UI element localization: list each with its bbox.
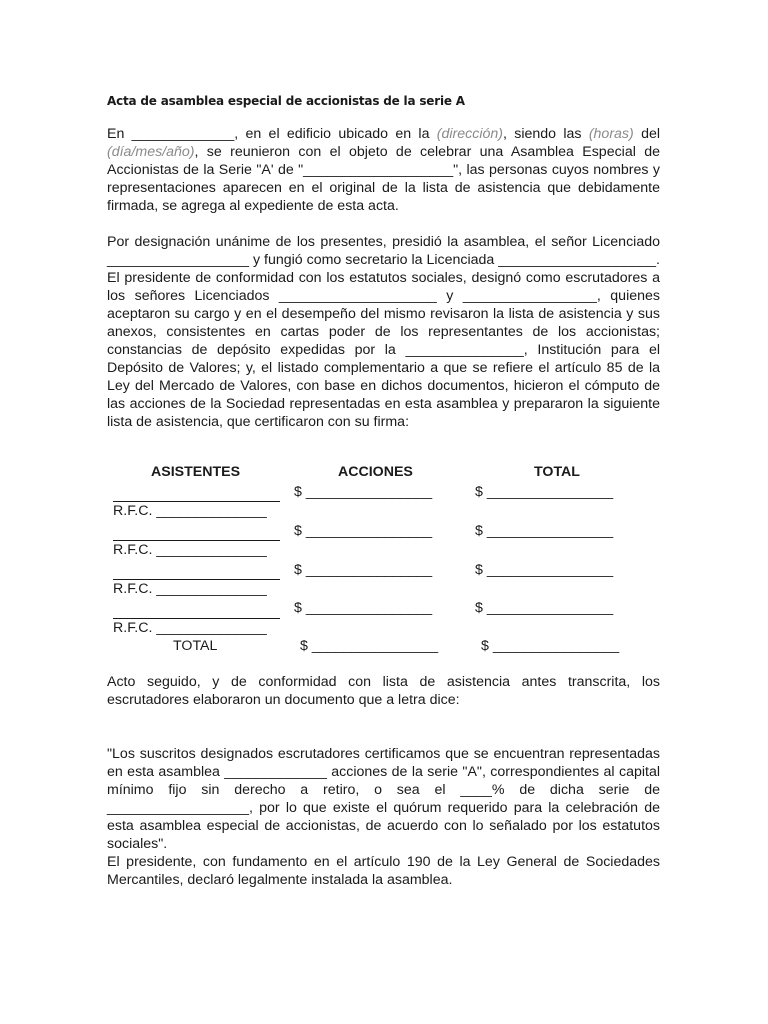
- paragraph-scrutineers: Acto seguido, y de conformidad con lista de asistencia antes transcrita, los escrutadores elaboraron un documento que a letra dice:: [107, 674, 660, 708]
- table-row-1-acciones: $ ________________: [294, 484, 433, 500]
- paragraph-installation: El presidente, con fundamento en el artículo 190 de la Ley General de Sociedades Mercantiles, declaró legalmente instalada la asamblea.: [107, 854, 660, 888]
- table-row-3-rfc: R.F.C. ______________: [113, 581, 267, 597]
- document-title: Acta de asamblea especial de accionistas de la serie A: [107, 94, 465, 108]
- paragraph-opening-text-c: del: [633, 126, 660, 142]
- table-row-3-acciones: $ ________________: [294, 562, 433, 578]
- table-row-2-total: $ ________________: [475, 523, 614, 539]
- paragraph-opening-text-a: En _____________, en el edificio ubicado en la: [107, 126, 437, 142]
- paragraph-designation: Por designación unánime de los presentes, presidió la asamblea, el señor Licenciado __________________ y fungió como secretario la Licenciada ____________________. El presidente de conformidad con los estatutos sociales, designó como escrutadores a los señores Licenciados ____________________ y _________________, quienes aceptaron su cargo y en el desempeño del mismo revisaron la lista de asistencia y sus anexos, consistentes en cartas poder de los representantes de los accionistas; constancias de depósito expedidas por la _______________, Institución para el Depósito de Valores; y, el listado complementario a que se refiere el artículo 85 de la Ley del Mercado de Valores, con base en dichos documentos, hicieron el cómputo de las acciones de la Sociedad representadas en esta asamblea y prepararon la siguiente lista de asistencia, que certificaron con su firma:: [107, 234, 660, 430]
- paragraph-opening-text-d: , se reunieron con el objeto de celebrar una Asamblea Especial de Accionistas de la Serie "A' de "___________________", las personas cuyos nombres y representaciones aparecen en el original de la lista de asistencia que debidamente firmada, se agrega al expediente de esta acta.: [107, 144, 660, 214]
- table-row-2-rfc: R.F.C. ______________: [113, 542, 267, 558]
- table-total-label: TOTAL: [173, 638, 218, 654]
- paragraph-opening: [107, 125, 660, 215]
- placeholder-fecha: (día/mes/año): [107, 144, 195, 160]
- table-row-2-acciones: $ ________________: [294, 523, 433, 539]
- placeholder-direccion: (dirección): [436, 126, 504, 142]
- paragraph-opening-text-b: , siendo las: [503, 126, 589, 142]
- table-total-total: $ ________________: [481, 638, 620, 654]
- paragraph-certification: "Los suscritos designados escrutadores certificamos que se encuentran representadas en esta asamblea _____________ acciones de la serie "A", correspondientes al capital mínimo fijo sin derecho a retiro, o sea el ____% de dicha serie de __________________, por lo que existe el quórum requerido para la celebración de esta asamblea especial de accionistas, de acuerdo con lo señalado por los estatutos sociales".: [107, 746, 660, 852]
- table-total-acciones: $ ________________: [300, 638, 439, 654]
- table-row-4-rfc: R.F.C. ______________: [113, 620, 267, 636]
- placeholder-horas: (horas): [588, 126, 634, 142]
- table-row-1-rfc: R.F.C. ______________: [113, 503, 267, 519]
- table-row-3-total: $ ________________: [475, 562, 614, 578]
- table-row-4-acciones: $ ________________: [294, 600, 433, 616]
- table-header-total: TOTAL: [534, 464, 580, 480]
- table-header-asistentes: ASISTENTES: [151, 464, 241, 480]
- table-header-acciones: ACCIONES: [338, 464, 413, 480]
- table-row-4-total: $ ________________: [475, 600, 614, 616]
- table-row-1-total: $ ________________: [475, 484, 614, 500]
